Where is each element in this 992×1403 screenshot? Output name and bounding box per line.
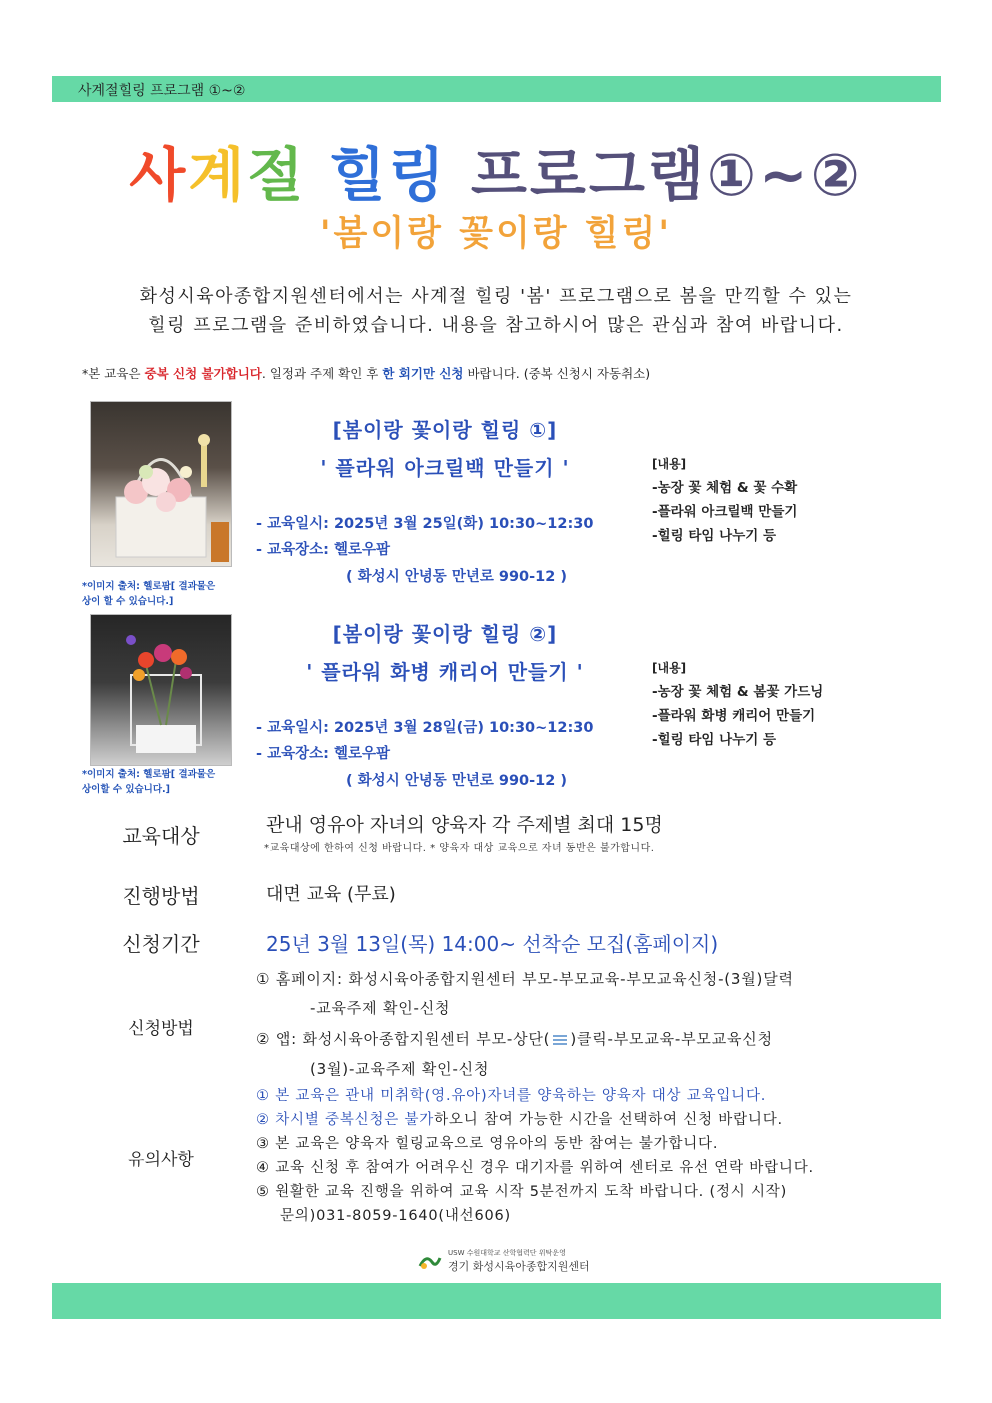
notice-blue: 한 회기만 신청	[382, 366, 464, 381]
program-1-date: - 교육일시: 2025년 3월 25일(화) 10:30~12:30	[256, 516, 594, 532]
target-value: 관내 영유아 자녀의 양육자 각 주제별 최대 15명	[266, 814, 663, 836]
content-item: -플라워 화병 캐리어 만들기	[652, 708, 816, 724]
note-2-rest: 하오니 참여 가능한 시간을 선택하여 신청 바랍니다.	[434, 1112, 783, 1128]
content-label: [내용]	[652, 661, 687, 675]
logo-top-text: USW 수원대학교 산학협력단 위탁운영	[448, 1249, 566, 1257]
title-part: 링	[388, 141, 448, 209]
apply-method-2-pre: ② 앱: 화성시육아종합지원센터 부모-상단(	[256, 1030, 551, 1048]
notice-prefix: *본 교육은	[82, 366, 145, 381]
apply-method-2-cont: (3월)-교육주제 확인-신청	[310, 1060, 490, 1078]
program-2-address: ( 화성시 안녕동 만년로 990-12 )	[346, 773, 568, 789]
header-bar-text: 사계절힐링 프로그램 ①~②	[78, 83, 246, 99]
period-label: 신청기간	[122, 932, 200, 956]
program-2-date: - 교육일시: 2025년 3월 28일(금) 10:30~12:30	[256, 720, 594, 736]
apply-method-1-cont: -교육주제 확인-신청	[310, 999, 451, 1017]
flower-vase-illustration	[91, 615, 231, 765]
target-note: *교육대상에 한하여 신청 바랍니다. * 양육자 대상 교육으로 자녀 동반은 불가합니다.	[264, 843, 655, 854]
program-2-subtitle: ' 플라워 화병 캐리어 만들기 '	[306, 660, 584, 684]
apply-label: 신청방법	[128, 1019, 194, 1039]
subtitle: '봄이랑 꽃이랑 힐링'	[319, 214, 673, 254]
caption-line: 상이 할 수 있습니다.]	[82, 596, 174, 607]
method-value: 대면 교육 (무료)	[266, 884, 396, 905]
center-logo	[418, 1248, 588, 1272]
content-item: -힐링 타임 나누기 등	[652, 528, 777, 544]
apply-method-2	[256, 1024, 773, 1054]
header-bar	[52, 76, 941, 102]
program-1-content	[652, 452, 797, 548]
logo-mark-icon	[418, 1254, 442, 1270]
title-part	[306, 141, 329, 209]
content-item: -플라워 아크릴백 만들기	[652, 504, 798, 520]
note-item: ⑤ 원활한 교육 진행을 위하여 교육 시작 5분전까지 도착 바랍니다. (정시 시작)	[256, 1184, 788, 1200]
notes-label: 유의사항	[128, 1150, 194, 1170]
title-part: 프로그램①~②	[470, 141, 863, 209]
caption-line: 상이할 수 있습니다.]	[82, 784, 170, 795]
note-2-highlight: ② 차시별 중복신청은 불가	[256, 1112, 435, 1128]
program-2-title: [봄이랑 꽃이랑 힐링 ②]	[332, 622, 558, 646]
main-title	[0, 128, 992, 212]
note-item: ④ 교육 신청 후 참여가 어려우신 경우 대기자를 위하여 센터로 유선 연락 바랍니다.	[256, 1160, 814, 1176]
title-part	[448, 141, 471, 209]
program-1-address: ( 화성시 안녕동 만년로 990-12 )	[346, 569, 568, 585]
menu-icon	[553, 1035, 567, 1045]
content-item: -힐링 타임 나누기 등	[652, 732, 777, 748]
content-label: [내용]	[652, 457, 687, 471]
flower-bag-illustration	[91, 402, 231, 566]
apply-method-2-post: )클릭-부모교육-부모교육신청	[570, 1030, 773, 1048]
period-value: 25년 3월 13일(목) 14:00~ 선착순 모집(홈페이지)	[266, 932, 719, 956]
apply-method-1: ① 홈페이지: 화성시육아종합지원센터 부모-부모교육-부모교육신청-(3월)달력	[256, 970, 794, 988]
intro-text	[0, 282, 992, 340]
notes-list	[256, 1084, 814, 1228]
note-item: ③ 본 교육은 양육자 힐링교육으로 영유아의 동반 참여는 불가합니다.	[256, 1136, 719, 1152]
target-label: 교육대상	[122, 824, 200, 848]
title-part: 사	[129, 141, 189, 209]
content-item: -농장 꽃 체험 & 봄꽃 가드닝	[652, 684, 824, 700]
logo-main-text: 경기 화성시육아종합지원센터	[448, 1260, 590, 1273]
content-item: -농장 꽃 체험 & 꽃 수확	[652, 480, 798, 496]
program-2-photo	[90, 614, 232, 766]
title-part: 힐	[329, 141, 389, 209]
program-1-subtitle: ' 플라워 아크릴백 만들기 '	[320, 456, 570, 480]
caption-line: *이미지 출처: 헬로팜[ 결과물은	[82, 769, 216, 780]
footer-bar	[52, 1283, 941, 1319]
program-2-caption	[82, 767, 215, 797]
program-1-place: - 교육장소: 헬로우팜	[256, 542, 390, 558]
contact-info: 문의)031-8059-1640(내선606)	[280, 1208, 512, 1224]
duplicate-notice	[82, 364, 650, 382]
notice-middle: . 일정과 주제 확인 후	[261, 366, 383, 381]
notice-red: 중복 신청 불가합니다	[144, 366, 262, 381]
title-part: 절	[247, 141, 307, 209]
program-2-place: - 교육장소: 헬로우팜	[256, 746, 390, 762]
program-1-caption	[82, 579, 215, 609]
caption-line: *이미지 출처: 헬로팜[ 결과물은	[82, 581, 216, 592]
program-1-title: [봄이랑 꽃이랑 힐링 ①]	[332, 418, 558, 442]
program-2-content	[652, 656, 823, 752]
intro-line-2: 힐링 프로그램을 준비하였습니다. 내용을 참고하시어 많은 관심과 참여 바랍니다.	[148, 315, 844, 336]
title-part: 계	[188, 141, 248, 209]
note-item	[256, 1108, 814, 1132]
intro-line-1: 화성시육아종합지원센터에서는 사계절 힐링 '봄' 프로그램으로 봄을 만끽할 수 있는	[139, 286, 853, 307]
note-item: ① 본 교육은 관내 미취학(영.유아)자녀를 양육하는 양육자 대상 교육입니다.	[256, 1088, 767, 1104]
program-1-photo	[90, 401, 232, 567]
method-label: 진행방법	[122, 884, 200, 908]
notice-suffix: 바랍니다. (중복 신청시 자동취소)	[463, 366, 651, 381]
